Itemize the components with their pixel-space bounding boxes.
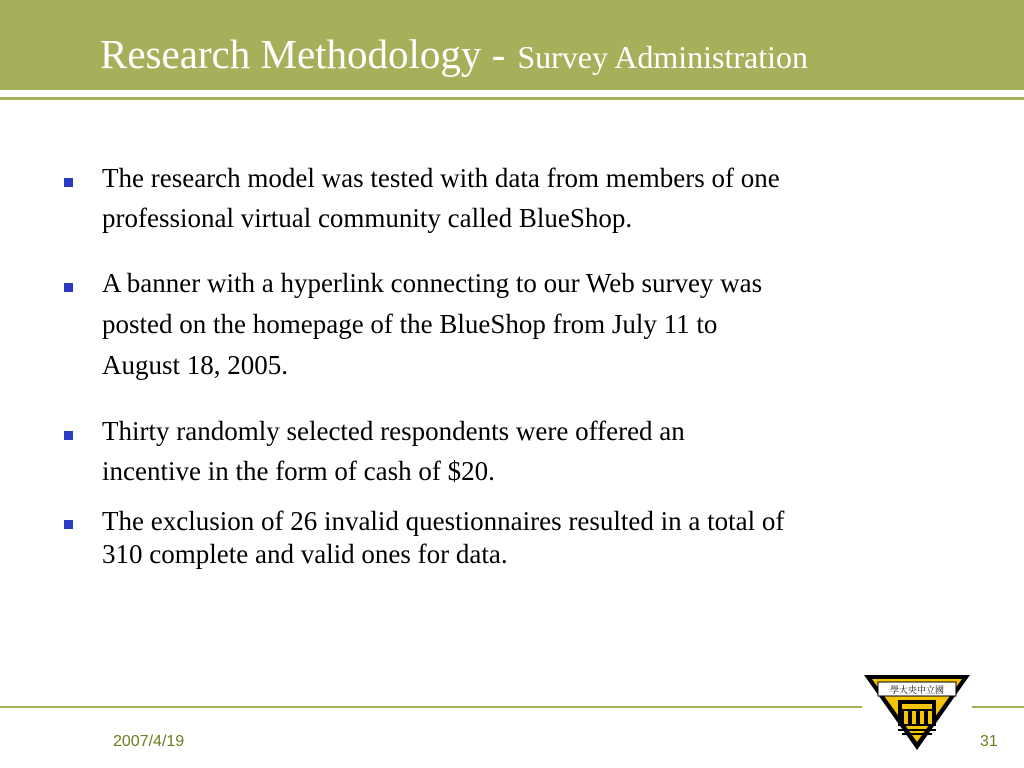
bullet-list: [62, 158, 982, 571]
slide-title: [100, 30, 808, 78]
bullet-line: professional virtual community called BlueShop.: [102, 203, 633, 233]
title-divider: [0, 97, 1024, 100]
bullet-line: August 18, 2005.: [102, 350, 289, 380]
bullet-line: incentive in the form of cash of $20.: [102, 456, 495, 486]
slide-title-sub: Survey Administration: [517, 39, 808, 75]
bullet-marker-icon: [64, 431, 73, 440]
bullet-line: Thirty randomly selected respondents were offered an: [102, 416, 685, 446]
bullet-line: The research model was tested with data from members of one: [102, 163, 780, 193]
footer-date: 2007/4/19: [113, 733, 185, 750]
bullet-line: 310 complete and valid ones for data.: [102, 539, 508, 569]
seal-text: 學大央中立國: [889, 686, 945, 696]
page-number: 31: [980, 733, 998, 750]
university-seal-icon: [862, 672, 972, 752]
bullet-line: The exclusion of 26 invalid questionnaires resulted in a total of: [102, 506, 785, 536]
slide-title-main: Research Methodology -: [100, 31, 506, 77]
bullet-item: [62, 263, 982, 386]
title-bar: [0, 0, 1024, 90]
bullet-marker-icon: [64, 178, 73, 187]
bullet-item: [62, 505, 982, 571]
bullet-marker-icon: [64, 520, 73, 529]
bullet-marker-icon: [64, 283, 73, 292]
bullet-line: posted on the homepage of the BlueShop from July 11 to: [102, 309, 718, 339]
bullet-line: A banner with a hyperlink connecting to our Web survey was: [102, 268, 763, 298]
bullet-item: [62, 411, 982, 491]
bullet-item: [62, 158, 982, 238]
